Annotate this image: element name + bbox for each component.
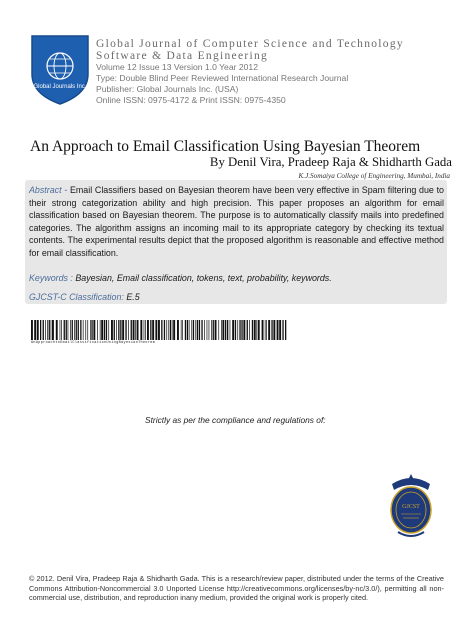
barcode-bar	[140, 320, 142, 340]
journal-title: Global Journal of Computer Science and Technology	[96, 38, 404, 50]
barcode-bar	[218, 320, 219, 340]
barcode-bar	[235, 320, 236, 340]
barcode-bar	[76, 320, 77, 340]
classification-label: GJCST-C Classification	[29, 292, 122, 302]
barcode-bar	[252, 320, 253, 340]
barcode-bar	[147, 320, 149, 340]
barcode-bar	[243, 320, 245, 340]
barcode-bar	[91, 320, 92, 340]
journal-header	[96, 38, 456, 106]
paper-affiliation: K.J.Somaiya College of Engineering, Mumbai, India	[298, 172, 450, 180]
barcode-bar	[64, 320, 65, 340]
barcode-bar	[262, 320, 264, 340]
barcode-bar	[40, 320, 41, 340]
abstract	[29, 184, 444, 260]
barcode-bar	[104, 320, 105, 340]
barcode-bar	[177, 320, 179, 340]
barcode-bar	[108, 320, 109, 340]
keywords-separator: :	[67, 273, 76, 283]
barcode-bar	[199, 320, 200, 340]
barcode-bar	[114, 320, 115, 340]
journal-seal	[384, 470, 438, 542]
barcode-bar	[111, 320, 113, 340]
paper-authors: By Denil Vira, Pradeep Raja & Shidharth Gada	[209, 155, 452, 169]
barcode-bar	[227, 320, 228, 340]
barcode-bar	[133, 320, 135, 340]
barcode-bar	[37, 320, 39, 340]
journal-publisher: Publisher: Global Journals Inc. (USA)	[96, 84, 239, 94]
barcode-bar	[66, 320, 67, 340]
barcode-bar	[265, 320, 266, 340]
barcode-bar	[211, 320, 212, 340]
barcode-bar	[232, 320, 234, 340]
journal-type: Type: Double Blind Peer Reviewed International Research Journal	[96, 73, 349, 83]
compliance-text: Strictly as per the compliance and regulations of:	[145, 415, 326, 425]
classification	[29, 291, 444, 303]
barcode-bar	[191, 320, 192, 340]
barcode-bar	[268, 320, 270, 340]
abstract-separator: -	[61, 185, 70, 195]
barcode-bar	[222, 320, 224, 340]
seal-text: GJCST	[402, 504, 420, 510]
barcode-bar	[116, 320, 117, 340]
barcode-bar	[195, 320, 196, 340]
journal-logo	[28, 30, 92, 106]
barcode-bar	[72, 320, 73, 340]
barcode-bar	[122, 320, 124, 340]
barcode-bar	[120, 320, 121, 340]
barcode-bar	[106, 320, 107, 340]
barcode-bar	[164, 320, 165, 340]
barcode-bar	[161, 320, 162, 340]
barcode-bar	[43, 320, 44, 340]
barcode-bar	[168, 320, 169, 340]
barcode-bar	[45, 320, 46, 340]
barcode-bar	[83, 320, 84, 340]
barcode-bar	[87, 320, 88, 340]
barcode-bar	[181, 320, 182, 340]
barcode-bar	[128, 320, 129, 340]
barcode-bar	[166, 320, 167, 340]
barcode-bar	[52, 320, 54, 340]
barcode-bar	[158, 320, 160, 340]
classification-separator: :	[121, 292, 127, 302]
barcode-bar	[150, 320, 151, 340]
barcode-bar	[74, 320, 75, 340]
barcode-bar	[70, 320, 71, 340]
barcode-bar	[47, 320, 48, 340]
journal-issn: Online ISSN: 0975-4172 & Print ISSN: 0975-4350	[96, 95, 286, 105]
barcode-bar	[249, 320, 250, 340]
journal-subtitle: Software & Data Engineering	[96, 50, 269, 62]
keywords-label: Keywords	[29, 273, 68, 283]
barcode-bar	[247, 320, 248, 340]
barcode-bar	[101, 320, 103, 340]
barcode-bar	[279, 320, 281, 340]
barcode-bar	[207, 320, 208, 340]
barcode-bar	[85, 320, 86, 340]
barcode-bar	[144, 320, 145, 340]
barcode-bar	[152, 320, 154, 340]
barcode-bar	[49, 320, 50, 340]
barcode-bar	[285, 320, 286, 340]
classification-code: E.5	[126, 292, 140, 302]
barcode-bar	[137, 320, 139, 340]
keywords-text: Bayesian, Email classification, tokens, text, probability, keywords.	[75, 273, 332, 283]
barcode-bar	[237, 320, 238, 340]
paper-title: An Approach to Email Classification Using Bayesian Theorem	[30, 138, 421, 155]
barcode-bar	[97, 320, 98, 340]
barcode-bar	[93, 320, 95, 340]
barcode-bar	[258, 320, 260, 340]
barcode-bar	[80, 320, 81, 340]
barcode-bar	[201, 320, 202, 340]
barcode-bar	[135, 320, 136, 340]
barcode-bar	[266, 320, 267, 340]
barcode-bar	[78, 320, 79, 340]
barcode-bar	[239, 320, 240, 340]
barcode-bar	[225, 320, 226, 340]
barcode-bar	[56, 320, 58, 340]
journal-logo-text: Global Journals Inc.	[33, 84, 87, 90]
barcode-bar	[31, 320, 33, 340]
barcode-bar	[254, 320, 256, 340]
journal-volume: Volume 12 Issue 13 Version 1.0 Year 2012	[96, 62, 258, 72]
barcode-bar	[277, 320, 279, 340]
barcode-bar	[61, 320, 62, 340]
barcode-bar	[187, 320, 188, 340]
keywords	[29, 272, 444, 284]
abstract-body: Email Classifiers based on Bayesian theorem have been very effective in Spam filtering due to their strong categorization ability and high precision. This paper proposes an algorithm for email classification based on Bayesian theorem. The purpose is to automatically classify mails into predefined categories. The algorithm assigns an incoming mail to its appropriate category by checking its textual contents. The experimental results depict that the proposed algorithm is reasonable and effective method for email classification.	[29, 185, 444, 258]
barcode-bar	[182, 320, 183, 340]
barcode-bar	[193, 320, 194, 340]
barcode-bar	[90, 320, 91, 340]
barcode-bar	[170, 320, 171, 340]
barcode-bar	[155, 320, 157, 340]
barcode-bar	[197, 320, 198, 340]
barcode-bar	[273, 320, 275, 340]
barcode-bar	[230, 320, 231, 340]
barcode-bar	[173, 320, 175, 340]
barcode-bar	[51, 320, 52, 340]
barcode-bar	[189, 320, 190, 340]
barcode-bar	[256, 320, 257, 340]
barcode-digits: AnApproachtoEmailClassificationUsingBayesianTheorem	[31, 341, 156, 345]
barcode-bar	[100, 320, 101, 340]
barcode-bar	[209, 320, 210, 340]
barcode-bar	[131, 320, 132, 340]
barcode-bar	[213, 320, 214, 340]
barcode-bar	[34, 320, 36, 340]
barcode-bar	[221, 320, 222, 340]
barcode-bar	[241, 320, 242, 340]
barcode-bar	[68, 320, 69, 340]
barcode	[31, 320, 288, 340]
barcode-bar	[282, 320, 283, 340]
barcode-bar	[145, 320, 146, 340]
barcode-bar	[125, 320, 126, 340]
copyright-footer: © 2012. Denil Vira, Pradeep Raja & Shidharth Gada. This is a research/review paper, distributed under the terms of the Creative Commons Attribution-Noncommercial 3.0 Unported License http://creativecommons.org/licenses/by-nc/3.0/), permitting all non-commercial use, distribution, and reproduction inany medium, provided the original work is properly cited.	[29, 574, 444, 603]
barcode-bar	[204, 320, 205, 340]
barcode-bar	[118, 320, 119, 340]
barcode-bar	[215, 320, 217, 340]
barcode-bar	[185, 320, 186, 340]
barcode-bar	[271, 320, 272, 340]
barcode-bar	[172, 320, 173, 340]
barcode-bar	[60, 320, 61, 340]
abstract-label: Abstract	[29, 185, 62, 195]
